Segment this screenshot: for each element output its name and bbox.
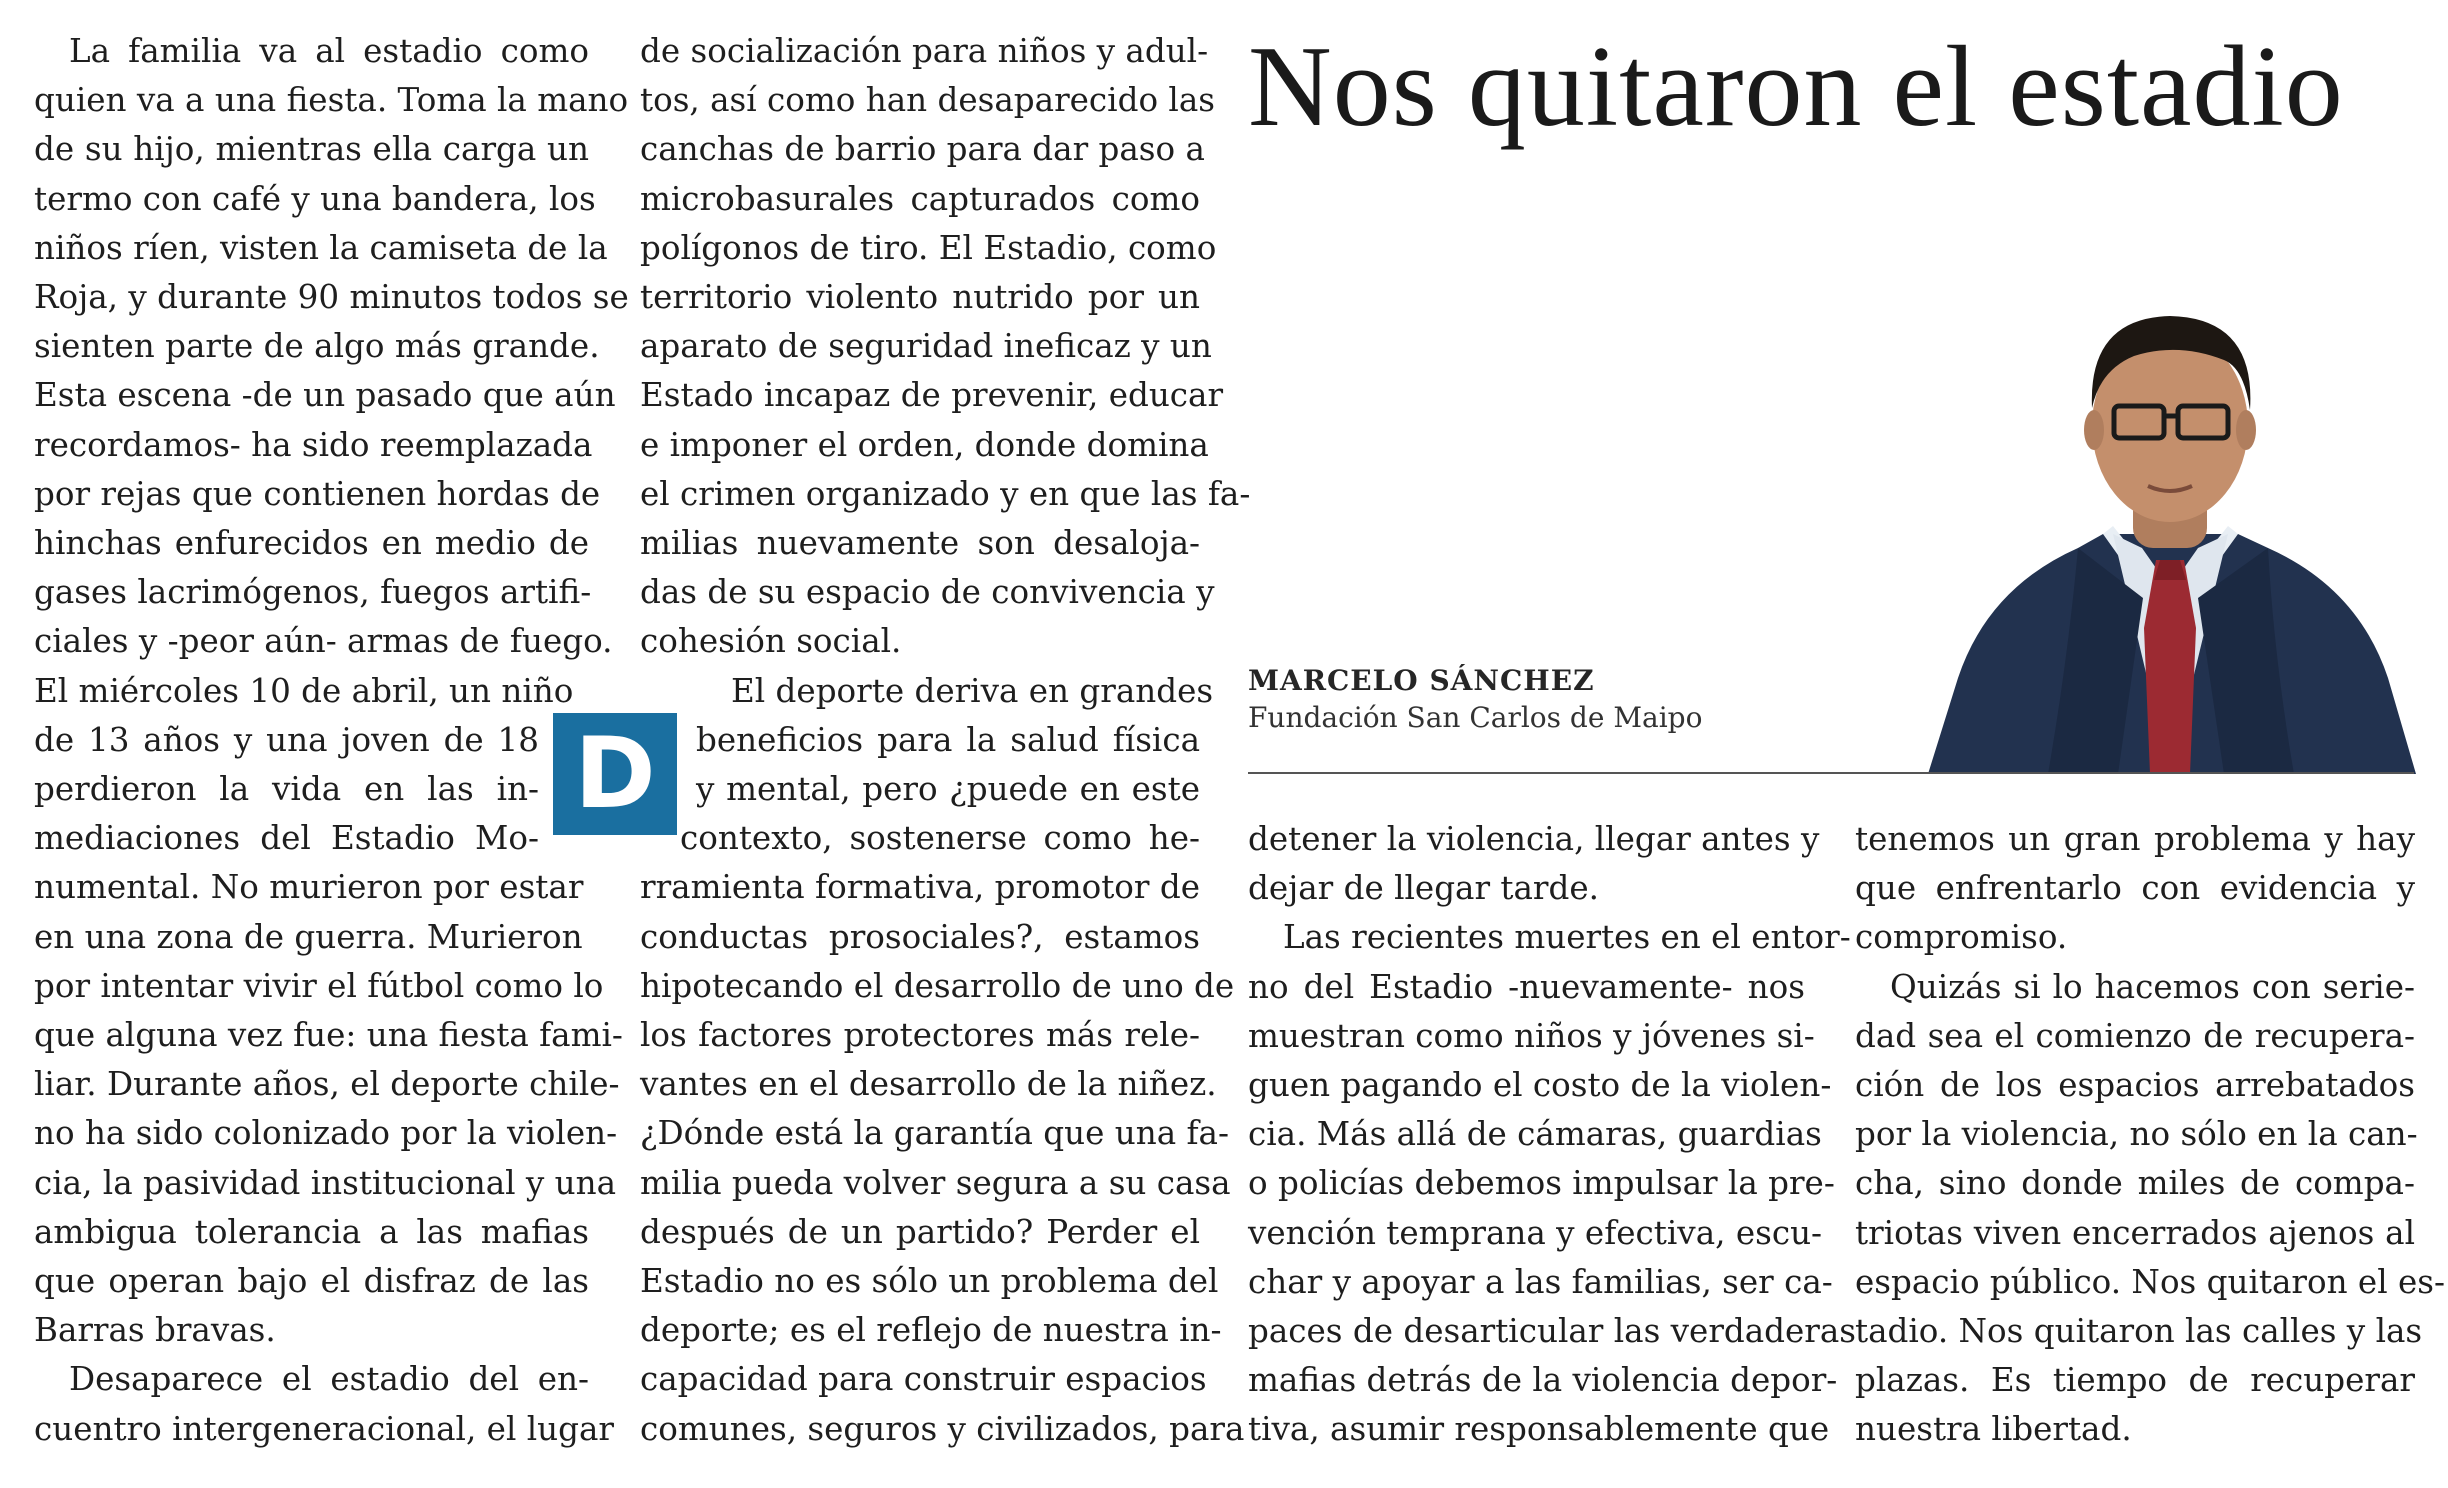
text-line: char y apoyar a las familias, ser ca- — [1248, 1262, 1833, 1301]
text-line: gases lacrimógenos, fuegos artifi- — [34, 573, 592, 612]
text-line: nuestra libertad. — [1855, 1410, 2132, 1449]
text-line: canchas de barrio para dar paso a — [640, 130, 1205, 169]
text-line: liar. Durante años, el deporte chile- — [34, 1065, 620, 1104]
text-line: Estado incapaz de prevenir, educar — [640, 376, 1224, 415]
text-line: mediaciones del Estadio Mo- — [34, 819, 539, 858]
text-line: La familia va al estadio como — [69, 32, 589, 70]
text-line: El miércoles 10 de abril, un niño — [34, 671, 574, 710]
text-line: ción de los espacios arrebatados — [1855, 1066, 2415, 1105]
text-line: que enfrentarlo con evidencia y — [1855, 869, 2415, 908]
text-line: ciales y -peor aún- armas de fuego. — [34, 622, 613, 661]
text-line: paces de desarticular las verdaderas — [1248, 1312, 1857, 1351]
text-line: numental. No murieron por estar — [34, 868, 584, 907]
text-line: rramienta formativa, promotor de — [640, 868, 1200, 907]
text-line: milias nuevamente son desaloja- — [640, 524, 1200, 563]
text-line: vantes en el desarrollo de la niñez. — [640, 1065, 1217, 1104]
text-line: perdieron la vida en las in- — [34, 770, 539, 809]
byline-divider — [1248, 772, 2414, 774]
text-line: tiva, asumir responsablemente que — [1248, 1410, 1830, 1449]
text-column-3 — [1248, 815, 1857, 1455]
headline: Nos quitaron el estadio — [1248, 23, 2344, 151]
text-line: comunes, seguros y civilizados, para — [640, 1409, 1245, 1448]
text-line: Estadio no es sólo un problema del — [640, 1262, 1219, 1301]
text-line: das de su espacio de convivencia y — [640, 573, 1215, 612]
text-line: milia pueda volver segura a su casa — [640, 1163, 1231, 1202]
text-line: cohesión social. — [640, 622, 902, 661]
text-line: quien va a una fiesta. Toma la mano — [34, 81, 629, 120]
text-line: e imponer el orden, donde domina — [640, 425, 1209, 464]
text-line: muestran como niños y jóvenes si- — [1248, 1016, 1815, 1055]
drop-cap: D — [553, 713, 677, 835]
text-line: cha, sino donde miles de compa- — [1855, 1164, 2415, 1203]
text-column-4 — [1855, 815, 2445, 1455]
text-line: por intentar vivir el fútbol como lo — [34, 966, 604, 1005]
text-line: polígonos de tiro. El Estadio, como — [640, 228, 1217, 267]
author-name: MARCELO SÁNCHEZ — [1248, 664, 1595, 697]
text-line: espacio público. Nos quitaron el es- — [1855, 1262, 2445, 1301]
text-line: sienten parte de algo más grande. — [34, 327, 600, 366]
text-line: después de un partido? Perder el — [640, 1212, 1200, 1251]
text-line: de su hijo, mientras ella carga un — [34, 130, 589, 169]
text-line: Quizás si lo hacemos con serie- — [1890, 967, 2415, 1006]
text-line: dejar de llegar tarde. — [1248, 869, 1599, 908]
text-line: cuentro intergeneracional, el lugar — [34, 1409, 614, 1448]
text-line: compromiso. — [1855, 918, 2068, 957]
text-line: no del Estadio -nuevamente- nos — [1248, 967, 1805, 1006]
text-line: beneficios para la salud física — [696, 720, 1200, 759]
text-line: triotas viven encerrados ajenos al — [1855, 1213, 2415, 1252]
text-line: mafias detrás de la violencia depor- — [1248, 1361, 1838, 1400]
text-line: de socialización para niños y adul- — [640, 32, 1209, 70]
text-line: por la violencia, no sólo en la can- — [1855, 1115, 2418, 1154]
text-line: Las recientes muertes en el entor- — [1283, 918, 1851, 957]
text-line: ¿Dónde está la garantía que una fa- — [640, 1114, 1229, 1153]
text-line: Desaparece el estadio del en- — [69, 1360, 589, 1399]
author-affiliation: Fundación San Carlos de Maipo — [1248, 701, 1703, 734]
author-photo — [1928, 298, 2416, 774]
text-line: dad sea el comienzo de recupera- — [1855, 1016, 2415, 1055]
text-line: guen pagando el costo de la violen- — [1248, 1066, 1832, 1105]
text-line: aparato de seguridad ineficaz y un — [640, 327, 1212, 366]
text-line: El deporte deriva en grandes — [731, 671, 1214, 710]
text-line: y mental, pero ¿puede en este — [696, 770, 1200, 809]
text-line: de 13 años y una joven de 18 — [34, 720, 539, 759]
text-line: Roja, y durante 90 minutos todos se — [34, 278, 629, 317]
text-line: hinchas enfurecidos en medio de — [34, 524, 589, 563]
text-line: vención temprana y efectiva, escu- — [1248, 1213, 1823, 1252]
text-line: deporte; es el reflejo de nuestra in- — [640, 1311, 1222, 1350]
text-line: que operan bajo el disfraz de las — [34, 1262, 589, 1301]
text-line: en una zona de guerra. Murieron — [34, 917, 583, 956]
text-line: tenemos un gran problema y hay — [1855, 820, 2415, 858]
text-line: cia, la pasividad institucional y una — [34, 1163, 617, 1202]
text-line: tos, así como han desaparecido las — [640, 81, 1215, 120]
text-line: por rejas que contienen hordas de — [34, 474, 601, 513]
text-line: no ha sido colonizado por la violen- — [34, 1114, 618, 1153]
text-line: que alguna vez fue: una fiesta fami- — [34, 1016, 623, 1055]
text-line: ambigua tolerancia a las mafias — [34, 1212, 589, 1251]
text-line: conductas prosociales?, estamos — [640, 917, 1200, 956]
text-column-1 — [34, 27, 629, 1454]
text-line: los factores protectores más rele- — [640, 1016, 1200, 1055]
text-line: capacidad para construir espacios — [640, 1360, 1207, 1399]
text-line: microbasurales capturados como — [640, 179, 1200, 218]
text-line: plazas. Es tiempo de recuperar — [1855, 1361, 2415, 1400]
text-line: termo con café y una bandera, los — [34, 179, 596, 218]
text-line: detener la violencia, llegar antes y — [1248, 820, 1820, 858]
text-line: el crimen organizado y en que las fa- — [640, 474, 1251, 513]
text-line: contexto, sostenerse como he- — [680, 819, 1200, 858]
text-line: cia. Más allá de cámaras, guardias — [1248, 1115, 1822, 1154]
text-line: o policías debemos impulsar la pre- — [1248, 1164, 1835, 1203]
text-line: tadio. Nos quitaron las calles y las — [1855, 1312, 2423, 1351]
text-line: territorio violento nutrido por un — [640, 278, 1200, 317]
text-line: Barras bravas. — [34, 1311, 276, 1350]
text-line: niños ríen, visten la camiseta de la — [34, 228, 608, 267]
text-line: hipotecando el desarrollo de uno de — [640, 966, 1235, 1005]
text-column-2 — [640, 27, 1251, 1454]
text-line: recordamos- ha sido reemplazada — [34, 425, 593, 464]
text-line: Esta escena -de un pasado que aún — [34, 376, 616, 415]
